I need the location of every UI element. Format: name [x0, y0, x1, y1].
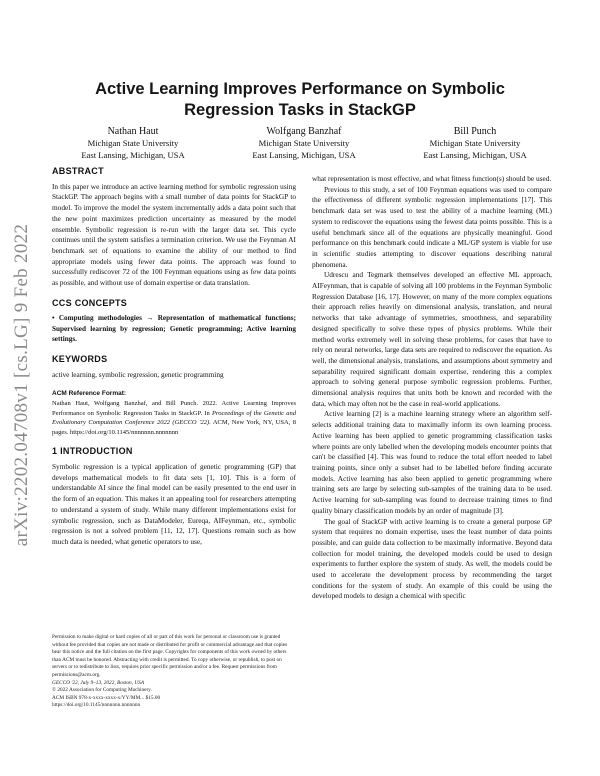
ccs-heading: CCS CONCEPTS: [52, 297, 128, 308]
footnote-isbn: ACM ISBN 978-x-xxxx-xxxx-x/YY/MM... $15.00: [52, 694, 161, 701]
keywords-text: active learning, symbolic regression, genetic programming: [52, 369, 224, 379]
footnote-doi: https://doi.org/10.1145/nnnnnnn.nnnnnnn: [52, 702, 141, 709]
author-2: [219, 125, 389, 161]
author-affiliation: Michigan State University: [429, 138, 521, 148]
author-name: Bill Punch: [453, 126, 497, 137]
reference-authors: Nathan Haut, Wolfgang Banzhaf, and Bill Punch. 2022. Active Learning Improves Performance on Symbolic Regression Tasks in StackGP. In: [52, 399, 296, 417]
footnote-venue: GECCO '22, July 9–13, 2022, Boston, USA: [52, 679, 145, 686]
abstract-heading: ABSTRACT: [52, 166, 104, 176]
keywords-section: [52, 354, 296, 380]
paragraph-stackgp-goal: The goal of StackGP with active learning is to create a general purpose GP system that requires no domain expertise, uses the least number of data points possible, and can guide data collection to be maximally informative. Beyond data collection for model training, the developed models could be used to design experiments to further explore the system of study. As well, the models could be used to accelerate the development process by recommending the target conditions for the system of study. An example of this could be using the developed models to design a chemical with specific: [312, 516, 552, 601]
paragraph-continuation: what representation is most effective, and what fitness function(s) should be used.: [312, 174, 552, 183]
arxiv-sidebar-stamp: [4, 205, 40, 565]
author-name: Nathan Haut: [107, 126, 159, 137]
author-name: Wolfgang Banzhaf: [266, 126, 342, 137]
author-affiliation: Michigan State University: [258, 138, 350, 148]
ccs-text: [52, 313, 296, 345]
paper-title: Active Learning Improves Performance on Symbolic Regression Tasks in StackGP: [95, 80, 505, 119]
reference-rest: . ACM, New York, NY, USA, 8 pages. https://doi.org/10.1145/nnnnnnn.nnnnnnn: [52, 419, 296, 436]
abstract-text: In this paper we introduce an active learning method for symbolic regression using StackGP. The approach begins with a small number of data points for StackGP to model. To improve the model the system incrementally adds a data point such that the new point maximizes prediction uncertainty as measured by the model ensemble. Symbolic regression is re-run with the larger data set. This cycle continues until the system satisfies a termination criterion. We use the Feynman AI benchmark set of equations to examine the ability of our method to find appropriate models using fewer data points. The approach was found to successfully rediscover 72 of the 100 Feynman equations using as few data points as possible, and without use of domain expertise or data translation.: [52, 181, 296, 288]
paragraph-aifeynman: Udrescu and Tegmark themselves developed an effective ML approach, AIFeynman, that is capable of solving all 100 problems in the Feynman Symbolic Regression Database [16, 17]. However, on many of the more complex equations their approach relies heavily on dimensional analysis, translation, and neural networks that take advantage of symmetries, smoothness, and separability designed specifically to solve these types of physics problems. While their method works extremely well in solving these problems, for cases that have to rely on neural networks, large data sets are required to rediscover the equation. As well, the dimensional analysis, translations, and assumptions about symmetry and separability required significant domain expertise, rendering this a complex approach to solving general purpose symbolic regression problems. Further, dimensional analysis requires that units both be known and recorded with the data, which may often not be the case in real-world applications.: [312, 270, 552, 408]
reference-format: [52, 389, 296, 437]
introduction-text: Symbolic regression is a typical application of genetic programming (GP) that develops mathematical models to fit data sets [1, 10]. This is a form of understandable AI since the final model can be easily presented to the end user in the form of an equation. This makes it an appealing tool for researchers attempting to understand a system of study. While many different implementations exist for symbolic regression, such as DataModeler, Eureqa, AIFeynman, etc., symbolic regression is not a solved problem [11, 12, 17]. Questions remain such as how much data is needed, what genetic operators to use,: [52, 462, 296, 546]
author-location: East Lansing, Michigan, USA: [423, 149, 527, 160]
author-3: [390, 125, 560, 161]
permission-text: Permission to make digital or hard copies of all or part of this work for personal or classroom use is granted without fee provided that copies are not made or distributed for profit or commercial advantage and that copies bear this notice and the full citation on the first page. Copyrights for components of this work owned by others than ACM must be honored. Abstracting with credit is permitted. To copy otherwise, or republish, to post on servers or to redistribute to lists, requires prior specific permission and/or a fee. Request permissions from permissions@acm.org.: [52, 634, 288, 678]
introduction-heading: 1 INTRODUCTION: [52, 446, 133, 457]
reference-venue: Proceedings of the Genetic and Evolutionary Computation Conference 2022 (GECCO '22): [52, 409, 296, 427]
author-location: East Lansing, Michigan, USA: [252, 149, 356, 160]
keywords-heading: KEYWORDS: [52, 353, 108, 364]
footnote-copyright: © 2022 Association for Computing Machinery.: [52, 687, 152, 694]
author-location: East Lansing, Michigan, USA: [81, 149, 185, 160]
paragraph-active-learning: Active learning [2] is a machine learning strategy where an algorithm self-selects additional training data to maximally inform its own learning process. Active learning has been applied to genetic programming classification tasks where points are only labelled when the developing models encounter points that can't be classified [4]. This was found to reduce the total effort needed to label training points, since only a subset had to be labelled before finding accurate models. Active learning has also been applied to genetic programming where training sets are large by selecting sub-samples of the training data to be used. Active learning for sub-sampling was found to decrease training times to find quality binary classification models by an order of magnitude [3].: [312, 409, 552, 515]
author-1: [48, 125, 218, 161]
permission-footnote: [52, 634, 296, 710]
reference-label: ACM Reference Format:: [52, 390, 127, 398]
arxiv-identifier: arXiv:2202.04708v1 [cs.LG] 9 Feb 2022: [11, 223, 33, 547]
author-block: [48, 125, 560, 161]
right-column: [312, 174, 552, 602]
ccs-concepts: • Computing methodologies → Representation of mathematical functions; Supervised learning by regression; Genetic programming; Active learning settings.: [52, 314, 296, 344]
left-column: [52, 166, 296, 548]
introduction-section: [52, 446, 296, 547]
paragraph-feynman-benchmark: Previous to this study, a set of 100 Feynman equations was used to compare the effectiveness of different symbolic regression implementations [17]. This benchmark data set was used to test the ability of a machine learning (ML) system to rediscover the equations using the fewest data points possible. This is a useful benchmark since all of the equations are physically meaningful. Good performance on this benchmark could indicate a ML/GP system is viable for use in scientific studies attempting to discover equations describing natural phenomena.: [312, 184, 552, 269]
ccs-section: [52, 298, 296, 345]
author-affiliation: Michigan State University: [87, 138, 179, 148]
